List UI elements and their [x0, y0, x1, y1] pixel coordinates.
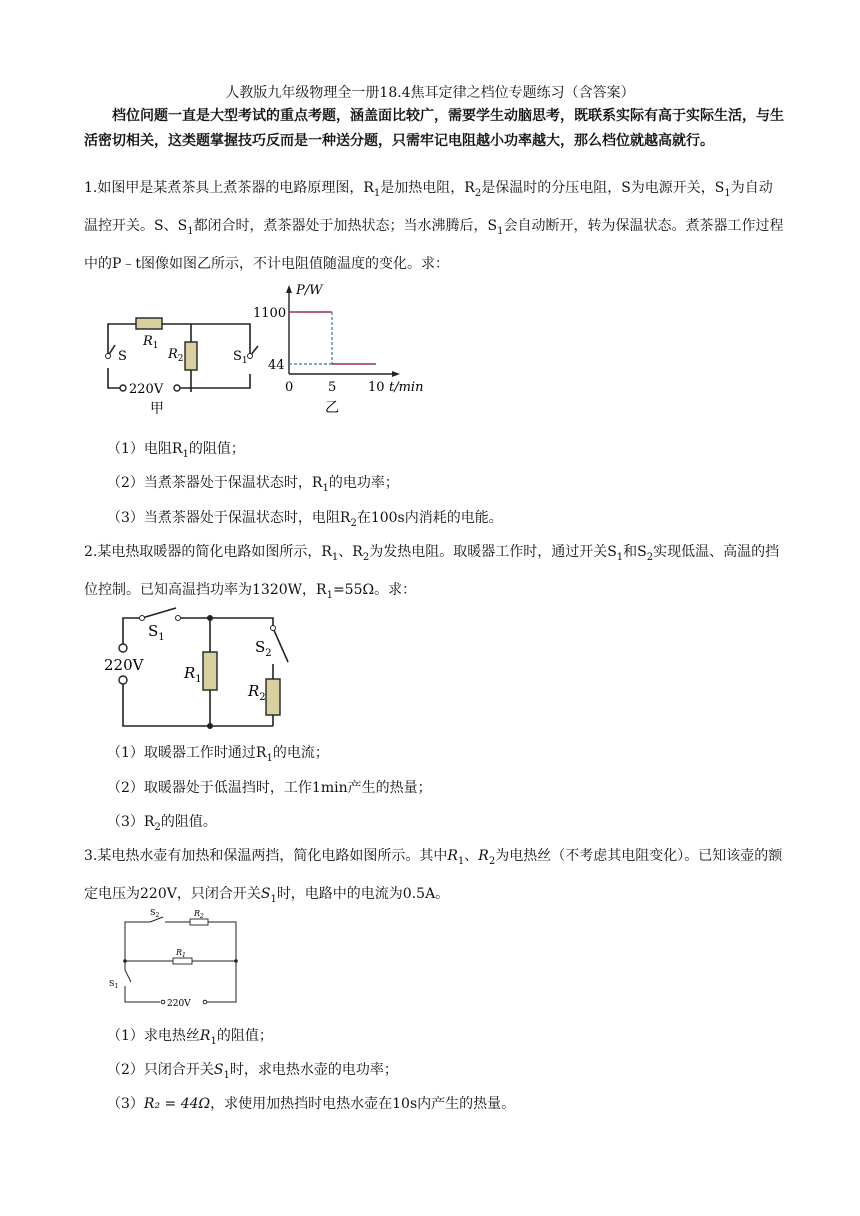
q2-part-2: （2）取暖器处于低温挡时，工作1min产生的热量；: [107, 780, 432, 796]
q1-s-label: S: [118, 349, 127, 364]
q1-xtick-0: 0: [285, 380, 294, 395]
q1-xtick-5: 5: [328, 380, 337, 395]
q1-caption-jia: 甲: [150, 401, 164, 417]
q3-s1-label: $S_1$: [109, 979, 119, 990]
q2-terminal-bottom: [119, 676, 127, 684]
q1-voltage-label: 220V: [129, 382, 164, 397]
q1-r2-resistor: [185, 342, 197, 370]
q3-voltage-label: 220V: [167, 999, 191, 1009]
q3-part-1: （1）求电热丝$R_1$的阻值；: [107, 1028, 273, 1047]
q1-part-3: （3）当煮茶器处于保温状态时，电阻$R_2$在100s内消耗的电能。: [107, 510, 503, 529]
intro-paragraph: 档位问题一直是大型考试的重点考题，涵盖面比较广，需要学生动脑思考，既联系实际有高于实际生活，与生活密切相关，这类题掌握技巧反而是一种送分题，只需牢记电阻越小功率越大，那么档位就越高就行。: [84, 108, 784, 149]
q3-stem: 3.某电热水壶有加热和保温两挡，简化电路如图所示。其中$R_1$、$R_2$为电热丝（不考虑其电阻变化）。已知该壶的额定电压为220V，只闭合开关$S_1$时，电路中的电流为0.5A。: [84, 848, 783, 905]
q1-terminal-right: [174, 385, 180, 391]
q3-part-2: （2）只闭合开关$S_1$时，求电热水壶的电功率；: [107, 1062, 398, 1081]
q1-xtick-10: 10: [368, 380, 385, 395]
q2-terminal-top: [119, 644, 127, 652]
q1-circuit-jia: [98, 312, 268, 420]
page-title: 人教版九年级物理全一册18.4焦耳定律之档位专题练习（含答案）: [225, 85, 635, 101]
q1-r1-label: $R_1$: [143, 334, 159, 351]
q3-circuit: [105, 904, 250, 1010]
q2-r1-label: $R_1$: [184, 664, 202, 685]
q2-circuit: [98, 604, 308, 734]
q1-part-2: （2）当煮茶器处于保温状态时，$R_1$的电功率；: [107, 475, 399, 494]
q1-ylabel: P/W: [296, 283, 323, 298]
q2-part-1: （1）取暖器工作时通过$R_1$的电流；: [107, 745, 329, 764]
q2-s2-label: $S_2$: [255, 638, 272, 659]
q2-voltage-label: 220V: [104, 656, 144, 674]
q2-stem: 2.某电热取暖器的简化电路如图所示，$R_1$、$R_2$为发热电阻。取暖器工作时，通过开关$S_1$和$S_2$实现低温、高温的挡位控制。已知高温挡功率为1320W，$R_1=55\Omega$。求：: [84, 544, 780, 601]
q3-r1-label: $R_1$: [176, 948, 186, 959]
q1-r1-resistor: [136, 318, 162, 329]
q1-part-1: （1）电阻$R_1$的阻值；: [107, 441, 245, 460]
q1-s1-label: $S_1$: [233, 349, 248, 366]
q2-s1-label: $S_1$: [148, 622, 165, 643]
q2-part-3: $(3)R_2$的阻值。: [107, 814, 217, 833]
q1-ytick-1100: 1100: [253, 306, 287, 321]
q3-part-3: （3）R₂ = 44Ω，求使用加热挡时电热水壶在10s内产生的热量。: [107, 1096, 516, 1112]
q1-r2-label: $R_2$: [168, 347, 184, 364]
q1-graph-yi: [250, 280, 430, 420]
q3-s2-label: $S_2$: [150, 908, 160, 919]
q1-stem: 1.如图甲是某煮茶具上煮茶器的电路原理图，$R_1$是加热电阻，$R_2$是保温时的分压电阻，S为电源开关，$S_1$为自动温控开关。S、$S_1$都闭合时，煮茶器处于加热状态；当水沸腾后，$S_1$会自动断开，转为保温状态。煮茶器工作过程中的P﹣t图像如图乙所示，不计电阻值随温度的变化。求：: [84, 180, 784, 272]
q2-r2-resistor: [266, 679, 280, 715]
q1-caption-yi: 乙: [325, 400, 339, 416]
q1-ytick-44: 44: [268, 358, 285, 373]
q3-r2-resistor: [190, 919, 208, 925]
q1-terminal-left: [120, 385, 126, 391]
q1-xlabel: t/min: [389, 380, 424, 395]
q3-r2-label: $R_2$: [194, 909, 204, 920]
q2-r1-resistor: [203, 652, 217, 690]
q2-r2-label: $R_2$: [248, 682, 266, 703]
